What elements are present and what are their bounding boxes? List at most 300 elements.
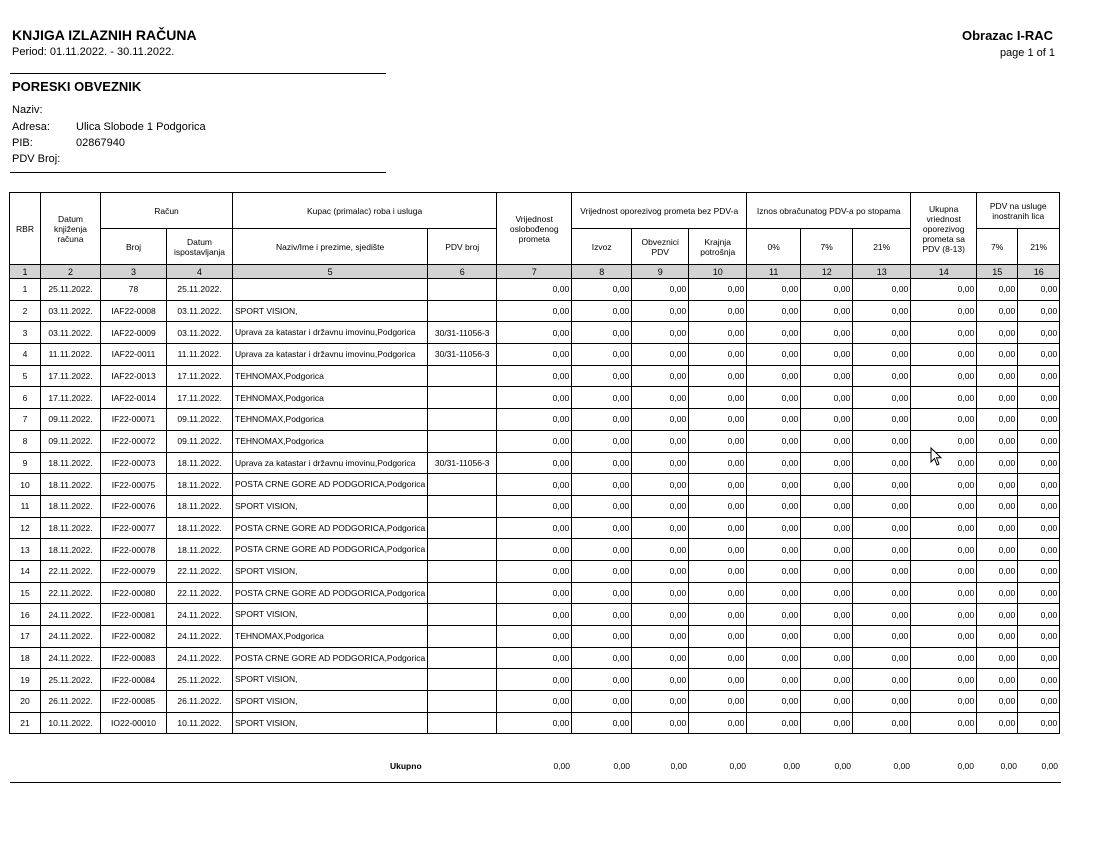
issue-date: 25.11.2022. — [167, 669, 233, 691]
table-row — [10, 452, 1060, 474]
header-exempt: Vrijednost oslobođenog prometa — [497, 193, 572, 265]
amount-cell: 0,00 — [801, 691, 853, 713]
amount-cell: 0,00 — [977, 517, 1018, 539]
column-number-row — [10, 265, 1060, 279]
amount-cell: 0,00 — [911, 517, 977, 539]
amount-cell: 0,00 — [632, 387, 689, 409]
booking-date: 09.11.2022. — [41, 409, 101, 431]
amount-cell: 0,00 — [853, 344, 911, 366]
amount-cell: 0,00 — [572, 322, 632, 344]
amount-cell: 0,00 — [497, 344, 572, 366]
amount-cell: 0,00 — [1018, 279, 1060, 301]
buyer-name: Uprava za katastar i državnu imovinu,Podgorica — [233, 452, 428, 474]
amount-cell: 0,00 — [1018, 604, 1060, 626]
table-row — [10, 279, 1060, 301]
total-value: 0,00 — [553, 761, 570, 771]
booking-date: 03.11.2022. — [41, 300, 101, 322]
amount-cell: 0,00 — [747, 365, 801, 387]
row-number: 1 — [10, 279, 41, 301]
amount-cell: 0,00 — [977, 560, 1018, 582]
vat-number — [428, 712, 497, 734]
vat-number — [428, 517, 497, 539]
booking-date: 11.11.2022. — [41, 344, 101, 366]
amount-cell: 0,00 — [497, 539, 572, 561]
amount-cell: 0,00 — [911, 582, 977, 604]
invoice-number: IAF22-0014 — [101, 387, 167, 409]
issue-date: 03.11.2022. — [167, 300, 233, 322]
amount-cell: 0,00 — [497, 365, 572, 387]
amount-cell: 0,00 — [572, 582, 632, 604]
total-value: 0,00 — [834, 761, 851, 771]
taxpayer-value: Ulica Slobode 1 Podgorica — [76, 121, 206, 133]
amount-cell: 0,00 — [689, 647, 747, 669]
row-number: 8 — [10, 430, 41, 452]
amount-cell: 0,00 — [572, 539, 632, 561]
amount-cell: 0,00 — [911, 409, 977, 431]
invoice-ledger-table — [9, 192, 1060, 734]
issue-date: 18.11.2022. — [167, 517, 233, 539]
header-invoice-number: Broj — [101, 229, 167, 265]
vat-number — [428, 647, 497, 669]
amount-cell: 0,00 — [572, 604, 632, 626]
amount-cell: 0,00 — [497, 647, 572, 669]
amount-cell: 0,00 — [689, 344, 747, 366]
amount-cell: 0,00 — [497, 495, 572, 517]
invoice-number: IF22-00080 — [101, 582, 167, 604]
amount-cell: 0,00 — [1018, 647, 1060, 669]
amount-cell: 0,00 — [747, 712, 801, 734]
row-number: 11 — [10, 495, 41, 517]
amount-cell: 0,00 — [632, 647, 689, 669]
amount-cell: 0,00 — [747, 409, 801, 431]
taxpayer-label: PDV Broj: — [12, 153, 61, 165]
buyer-name: POSTA CRNE GORE AD PODGORICA,Podgorica — [233, 582, 428, 604]
amount-cell: 0,00 — [689, 712, 747, 734]
amount-cell: 0,00 — [747, 452, 801, 474]
issue-date: 22.11.2022. — [167, 560, 233, 582]
booking-date: 18.11.2022. — [41, 495, 101, 517]
amount-cell: 0,00 — [632, 430, 689, 452]
issue-date: 24.11.2022. — [167, 604, 233, 626]
issue-date: 03.11.2022. — [167, 322, 233, 344]
amount-cell: 0,00 — [853, 430, 911, 452]
amount-cell: 0,00 — [853, 409, 911, 431]
amount-cell: 0,00 — [689, 387, 747, 409]
column-number: 4 — [167, 265, 233, 279]
amount-cell: 0,00 — [911, 344, 977, 366]
amount-cell: 0,00 — [747, 279, 801, 301]
amount-cell: 0,00 — [977, 279, 1018, 301]
amount-cell: 0,00 — [572, 712, 632, 734]
amount-cell: 0,00 — [632, 409, 689, 431]
amount-cell: 0,00 — [1018, 300, 1060, 322]
buyer-name: POSTA CRNE GORE AD PODGORICA,Podgorica — [233, 517, 428, 539]
amount-cell: 0,00 — [632, 452, 689, 474]
header-foreign-vat: PDV na usluge inostranih lica — [977, 193, 1060, 229]
amount-cell: 0,00 — [689, 669, 747, 691]
invoice-number: IO22-00010 — [101, 712, 167, 734]
amount-cell: 0,00 — [853, 669, 911, 691]
amount-cell: 0,00 — [911, 495, 977, 517]
amount-cell: 0,00 — [977, 365, 1018, 387]
amount-cell: 0,00 — [977, 474, 1018, 496]
row-number: 10 — [10, 474, 41, 496]
buyer-name: POSTA CRNE GORE AD PODGORICA,Podgorica — [233, 539, 428, 561]
amount-cell: 0,00 — [689, 582, 747, 604]
vat-number — [428, 669, 497, 691]
amount-cell: 0,00 — [911, 560, 977, 582]
header-booking-date: Datum knjiženja računa — [41, 193, 101, 265]
table-row — [10, 669, 1060, 691]
buyer-name — [233, 279, 428, 301]
buyer-name: SPORT VISION, — [233, 669, 428, 691]
amount-cell: 0,00 — [632, 604, 689, 626]
amount-cell: 0,00 — [801, 495, 853, 517]
amount-cell: 0,00 — [497, 626, 572, 648]
amount-cell: 0,00 — [572, 409, 632, 431]
amount-cell: 0,00 — [572, 452, 632, 474]
vat-number: 30/31-11056-3 — [428, 344, 497, 366]
booking-date: 18.11.2022. — [41, 452, 101, 474]
amount-cell: 0,00 — [911, 669, 977, 691]
amount-cell: 0,00 — [1018, 691, 1060, 713]
amount-cell: 0,00 — [497, 604, 572, 626]
header-foreign-7: 7% — [977, 229, 1018, 265]
amount-cell: 0,00 — [801, 647, 853, 669]
amount-cell: 0,00 — [1018, 539, 1060, 561]
table-row — [10, 560, 1060, 582]
amount-cell: 0,00 — [853, 300, 911, 322]
amount-cell: 0,00 — [801, 582, 853, 604]
amount-cell: 0,00 — [1018, 474, 1060, 496]
booking-date: 10.11.2022. — [41, 712, 101, 734]
vat-number — [428, 365, 497, 387]
vat-number — [428, 626, 497, 648]
invoice-number: 78 — [101, 279, 167, 301]
amount-cell: 0,00 — [801, 539, 853, 561]
column-number: 2 — [41, 265, 101, 279]
buyer-name: Uprava za katastar i državnu imovinu,Podgorica — [233, 344, 428, 366]
vat-number — [428, 539, 497, 561]
amount-cell: 0,00 — [632, 322, 689, 344]
amount-cell: 0,00 — [977, 452, 1018, 474]
amount-cell: 0,00 — [801, 430, 853, 452]
amount-cell: 0,00 — [977, 626, 1018, 648]
vat-number — [428, 409, 497, 431]
amount-cell: 0,00 — [632, 517, 689, 539]
total-value: 0,00 — [893, 761, 910, 771]
amount-cell: 0,00 — [1018, 712, 1060, 734]
amount-cell: 0,00 — [497, 452, 572, 474]
amount-cell: 0,00 — [632, 669, 689, 691]
taxpayer-label: Naziv: — [12, 104, 43, 116]
amount-cell: 0,00 — [911, 647, 977, 669]
amount-cell: 0,00 — [801, 452, 853, 474]
amount-cell: 0,00 — [689, 452, 747, 474]
header-export: Izvoz — [572, 229, 632, 265]
issue-date: 18.11.2022. — [167, 452, 233, 474]
amount-cell: 0,00 — [801, 560, 853, 582]
amount-cell: 0,00 — [747, 582, 801, 604]
buyer-name: POSTA CRNE GORE AD PODGORICA,Podgorica — [233, 474, 428, 496]
amount-cell: 0,00 — [497, 474, 572, 496]
invoice-number: IF22-00078 — [101, 539, 167, 561]
row-number: 6 — [10, 387, 41, 409]
row-number: 21 — [10, 712, 41, 734]
amount-cell: 0,00 — [1018, 365, 1060, 387]
taxpayer-label: Adresa: — [12, 121, 50, 133]
amount-cell: 0,00 — [853, 582, 911, 604]
booking-date: 24.11.2022. — [41, 604, 101, 626]
amount-cell: 0,00 — [689, 279, 747, 301]
table-row — [10, 604, 1060, 626]
amount-cell: 0,00 — [497, 300, 572, 322]
header-total-with-vat: Ukupna vriednost oporezivog prometa sa PDV (8-13) — [911, 193, 977, 265]
invoice-number: IF22-00083 — [101, 647, 167, 669]
vat-number — [428, 691, 497, 713]
column-number: 3 — [101, 265, 167, 279]
table-row — [10, 344, 1060, 366]
amount-cell: 0,00 — [747, 647, 801, 669]
amount-cell: 0,00 — [572, 495, 632, 517]
taxpayer-vat-row — [12, 153, 76, 165]
booking-date: 18.11.2022. — [41, 539, 101, 561]
column-number: 13 — [853, 265, 911, 279]
invoice-number: IAF22-0009 — [101, 322, 167, 344]
amount-cell: 0,00 — [853, 626, 911, 648]
buyer-name: SPORT VISION, — [233, 560, 428, 582]
header-rate-21: 21% — [853, 229, 911, 265]
header-buyer: Kupac (primalac) roba i usluga — [233, 193, 497, 229]
amount-cell: 0,00 — [689, 495, 747, 517]
table-row — [10, 647, 1060, 669]
table-row — [10, 691, 1060, 713]
table-row — [10, 539, 1060, 561]
booking-date: 09.11.2022. — [41, 430, 101, 452]
amount-cell: 0,00 — [853, 604, 911, 626]
amount-cell: 0,00 — [689, 409, 747, 431]
booking-date: 25.11.2022. — [41, 279, 101, 301]
amount-cell: 0,00 — [911, 626, 977, 648]
amount-cell: 0,00 — [911, 322, 977, 344]
amount-cell: 0,00 — [572, 365, 632, 387]
amount-cell: 0,00 — [747, 322, 801, 344]
issue-date: 10.11.2022. — [167, 712, 233, 734]
table-row — [10, 387, 1060, 409]
amount-cell: 0,00 — [801, 322, 853, 344]
issue-date: 17.11.2022. — [167, 387, 233, 409]
report-title: KNJIGA IZLAZNIH RAČUNA — [12, 27, 197, 43]
amount-cell: 0,00 — [497, 387, 572, 409]
table-row — [10, 300, 1060, 322]
mouse-pointer-icon — [930, 447, 944, 467]
amount-cell: 0,00 — [801, 712, 853, 734]
amount-cell: 0,00 — [911, 279, 977, 301]
amount-cell: 0,00 — [497, 582, 572, 604]
amount-cell: 0,00 — [801, 626, 853, 648]
issue-date: 18.11.2022. — [167, 495, 233, 517]
issue-date: 26.11.2022. — [167, 691, 233, 713]
amount-cell: 0,00 — [977, 430, 1018, 452]
booking-date: 25.11.2022. — [41, 669, 101, 691]
amount-cell: 0,00 — [632, 691, 689, 713]
amount-cell: 0,00 — [572, 560, 632, 582]
vat-number: 30/31-11056-3 — [428, 452, 497, 474]
amount-cell: 0,00 — [572, 691, 632, 713]
row-number: 14 — [10, 560, 41, 582]
amount-cell: 0,00 — [747, 539, 801, 561]
amount-cell: 0,00 — [911, 365, 977, 387]
amount-cell: 0,00 — [911, 691, 977, 713]
buyer-name: POSTA CRNE GORE AD PODGORICA,Podgorica — [233, 647, 428, 669]
divider — [10, 73, 386, 74]
invoice-number: IF22-00082 — [101, 626, 167, 648]
amount-cell: 0,00 — [572, 626, 632, 648]
column-number: 5 — [233, 265, 428, 279]
amount-cell: 0,00 — [853, 322, 911, 344]
vat-number — [428, 582, 497, 604]
buyer-name: SPORT VISION, — [233, 300, 428, 322]
amount-cell: 0,00 — [497, 322, 572, 344]
column-number: 12 — [801, 265, 853, 279]
amount-cell: 0,00 — [977, 539, 1018, 561]
amount-cell: 0,00 — [497, 279, 572, 301]
amount-cell: 0,00 — [689, 430, 747, 452]
total-value: 0,00 — [1000, 761, 1017, 771]
amount-cell: 0,00 — [911, 430, 977, 452]
amount-cell: 0,00 — [497, 691, 572, 713]
amount-cell: 0,00 — [689, 365, 747, 387]
buyer-name: Uprava za katastar i državnu imovinu,Podgorica — [233, 322, 428, 344]
amount-cell: 0,00 — [497, 669, 572, 691]
table-row — [10, 474, 1060, 496]
amount-cell: 0,00 — [747, 560, 801, 582]
invoice-number: IF22-00075 — [101, 474, 167, 496]
amount-cell: 0,00 — [853, 539, 911, 561]
amount-cell: 0,00 — [977, 495, 1018, 517]
header-taxable: Vrijednost oporezivog prometa bez PDV-a — [572, 193, 747, 229]
invoice-number: IF22-00077 — [101, 517, 167, 539]
amount-cell: 0,00 — [977, 300, 1018, 322]
row-number: 16 — [10, 604, 41, 626]
table-row — [10, 582, 1060, 604]
booking-date: 22.11.2022. — [41, 560, 101, 582]
amount-cell: 0,00 — [572, 387, 632, 409]
column-number: 16 — [1018, 265, 1060, 279]
buyer-name: TEHNOMAX,Podgorica — [233, 387, 428, 409]
amount-cell: 0,00 — [572, 300, 632, 322]
amount-cell: 0,00 — [747, 517, 801, 539]
amount-cell: 0,00 — [747, 604, 801, 626]
amount-cell: 0,00 — [497, 560, 572, 582]
row-number: 15 — [10, 582, 41, 604]
amount-cell: 0,00 — [689, 474, 747, 496]
invoice-number: IAF22-0008 — [101, 300, 167, 322]
amount-cell: 0,00 — [853, 365, 911, 387]
row-number: 18 — [10, 647, 41, 669]
amount-cell: 0,00 — [911, 452, 977, 474]
amount-cell: 0,00 — [801, 300, 853, 322]
amount-cell: 0,00 — [632, 582, 689, 604]
taxpayer-name-row — [12, 104, 76, 116]
header-foreign-21: 21% — [1018, 229, 1060, 265]
amount-cell: 0,00 — [632, 712, 689, 734]
column-number: 11 — [747, 265, 801, 279]
issue-date: 24.11.2022. — [167, 647, 233, 669]
taxpayer-pib-row — [12, 137, 125, 149]
amount-cell: 0,00 — [689, 300, 747, 322]
amount-cell: 0,00 — [911, 604, 977, 626]
table-row — [10, 430, 1060, 452]
invoice-number: IF22-00073 — [101, 452, 167, 474]
amount-cell: 0,00 — [977, 712, 1018, 734]
amount-cell: 0,00 — [853, 712, 911, 734]
booking-date: 22.11.2022. — [41, 582, 101, 604]
amount-cell: 0,00 — [1018, 409, 1060, 431]
table-row — [10, 712, 1060, 734]
table-row — [10, 626, 1060, 648]
amount-cell: 0,00 — [801, 344, 853, 366]
buyer-name: TEHNOMAX,Podgorica — [233, 626, 428, 648]
amount-cell: 0,00 — [1018, 495, 1060, 517]
row-number: 20 — [10, 691, 41, 713]
amount-cell: 0,00 — [911, 474, 977, 496]
totals-label: Ukupno — [390, 761, 422, 771]
amount-cell: 0,00 — [853, 474, 911, 496]
column-number: 15 — [977, 265, 1018, 279]
amount-cell: 0,00 — [572, 430, 632, 452]
amount-cell: 0,00 — [1018, 430, 1060, 452]
column-number: 6 — [428, 265, 497, 279]
total-value: 0,00 — [1041, 761, 1058, 771]
header-buyer-name: Naziv/Ime i prezime, sjedište — [233, 229, 428, 265]
amount-cell: 0,00 — [632, 344, 689, 366]
taxpayer-address-row — [12, 121, 206, 133]
booking-date: 03.11.2022. — [41, 322, 101, 344]
page-number: page 1 of 1 — [999, 47, 1055, 59]
vat-number — [428, 495, 497, 517]
buyer-name: SPORT VISION, — [233, 604, 428, 626]
amount-cell: 0,00 — [977, 604, 1018, 626]
amount-cell: 0,00 — [911, 387, 977, 409]
amount-cell: 0,00 — [632, 279, 689, 301]
amount-cell: 0,00 — [853, 495, 911, 517]
buyer-name: SPORT VISION, — [233, 712, 428, 734]
header-vat-payers: Obveznici PDV — [632, 229, 689, 265]
issue-date: 09.11.2022. — [167, 430, 233, 452]
amount-cell: 0,00 — [747, 626, 801, 648]
header-rbr: RBR — [10, 193, 41, 265]
row-number: 3 — [10, 322, 41, 344]
buyer-name: TEHNOMAX,Podgorica — [233, 365, 428, 387]
amount-cell: 0,00 — [497, 517, 572, 539]
amount-cell: 0,00 — [572, 474, 632, 496]
form-code: Obrazac I-RAC — [961, 28, 1053, 43]
amount-cell: 0,00 — [572, 647, 632, 669]
amount-cell: 0,00 — [1018, 560, 1060, 582]
row-number: 19 — [10, 669, 41, 691]
column-number: 7 — [497, 265, 572, 279]
amount-cell: 0,00 — [747, 300, 801, 322]
booking-date: 24.11.2022. — [41, 626, 101, 648]
amount-cell: 0,00 — [1018, 322, 1060, 344]
total-value: 0,00 — [613, 761, 630, 771]
invoice-number: IF22-00076 — [101, 495, 167, 517]
amount-cell: 0,00 — [853, 560, 911, 582]
amount-cell: 0,00 — [801, 474, 853, 496]
total-value: 0,00 — [957, 761, 974, 771]
buyer-name: SPORT VISION, — [233, 495, 428, 517]
